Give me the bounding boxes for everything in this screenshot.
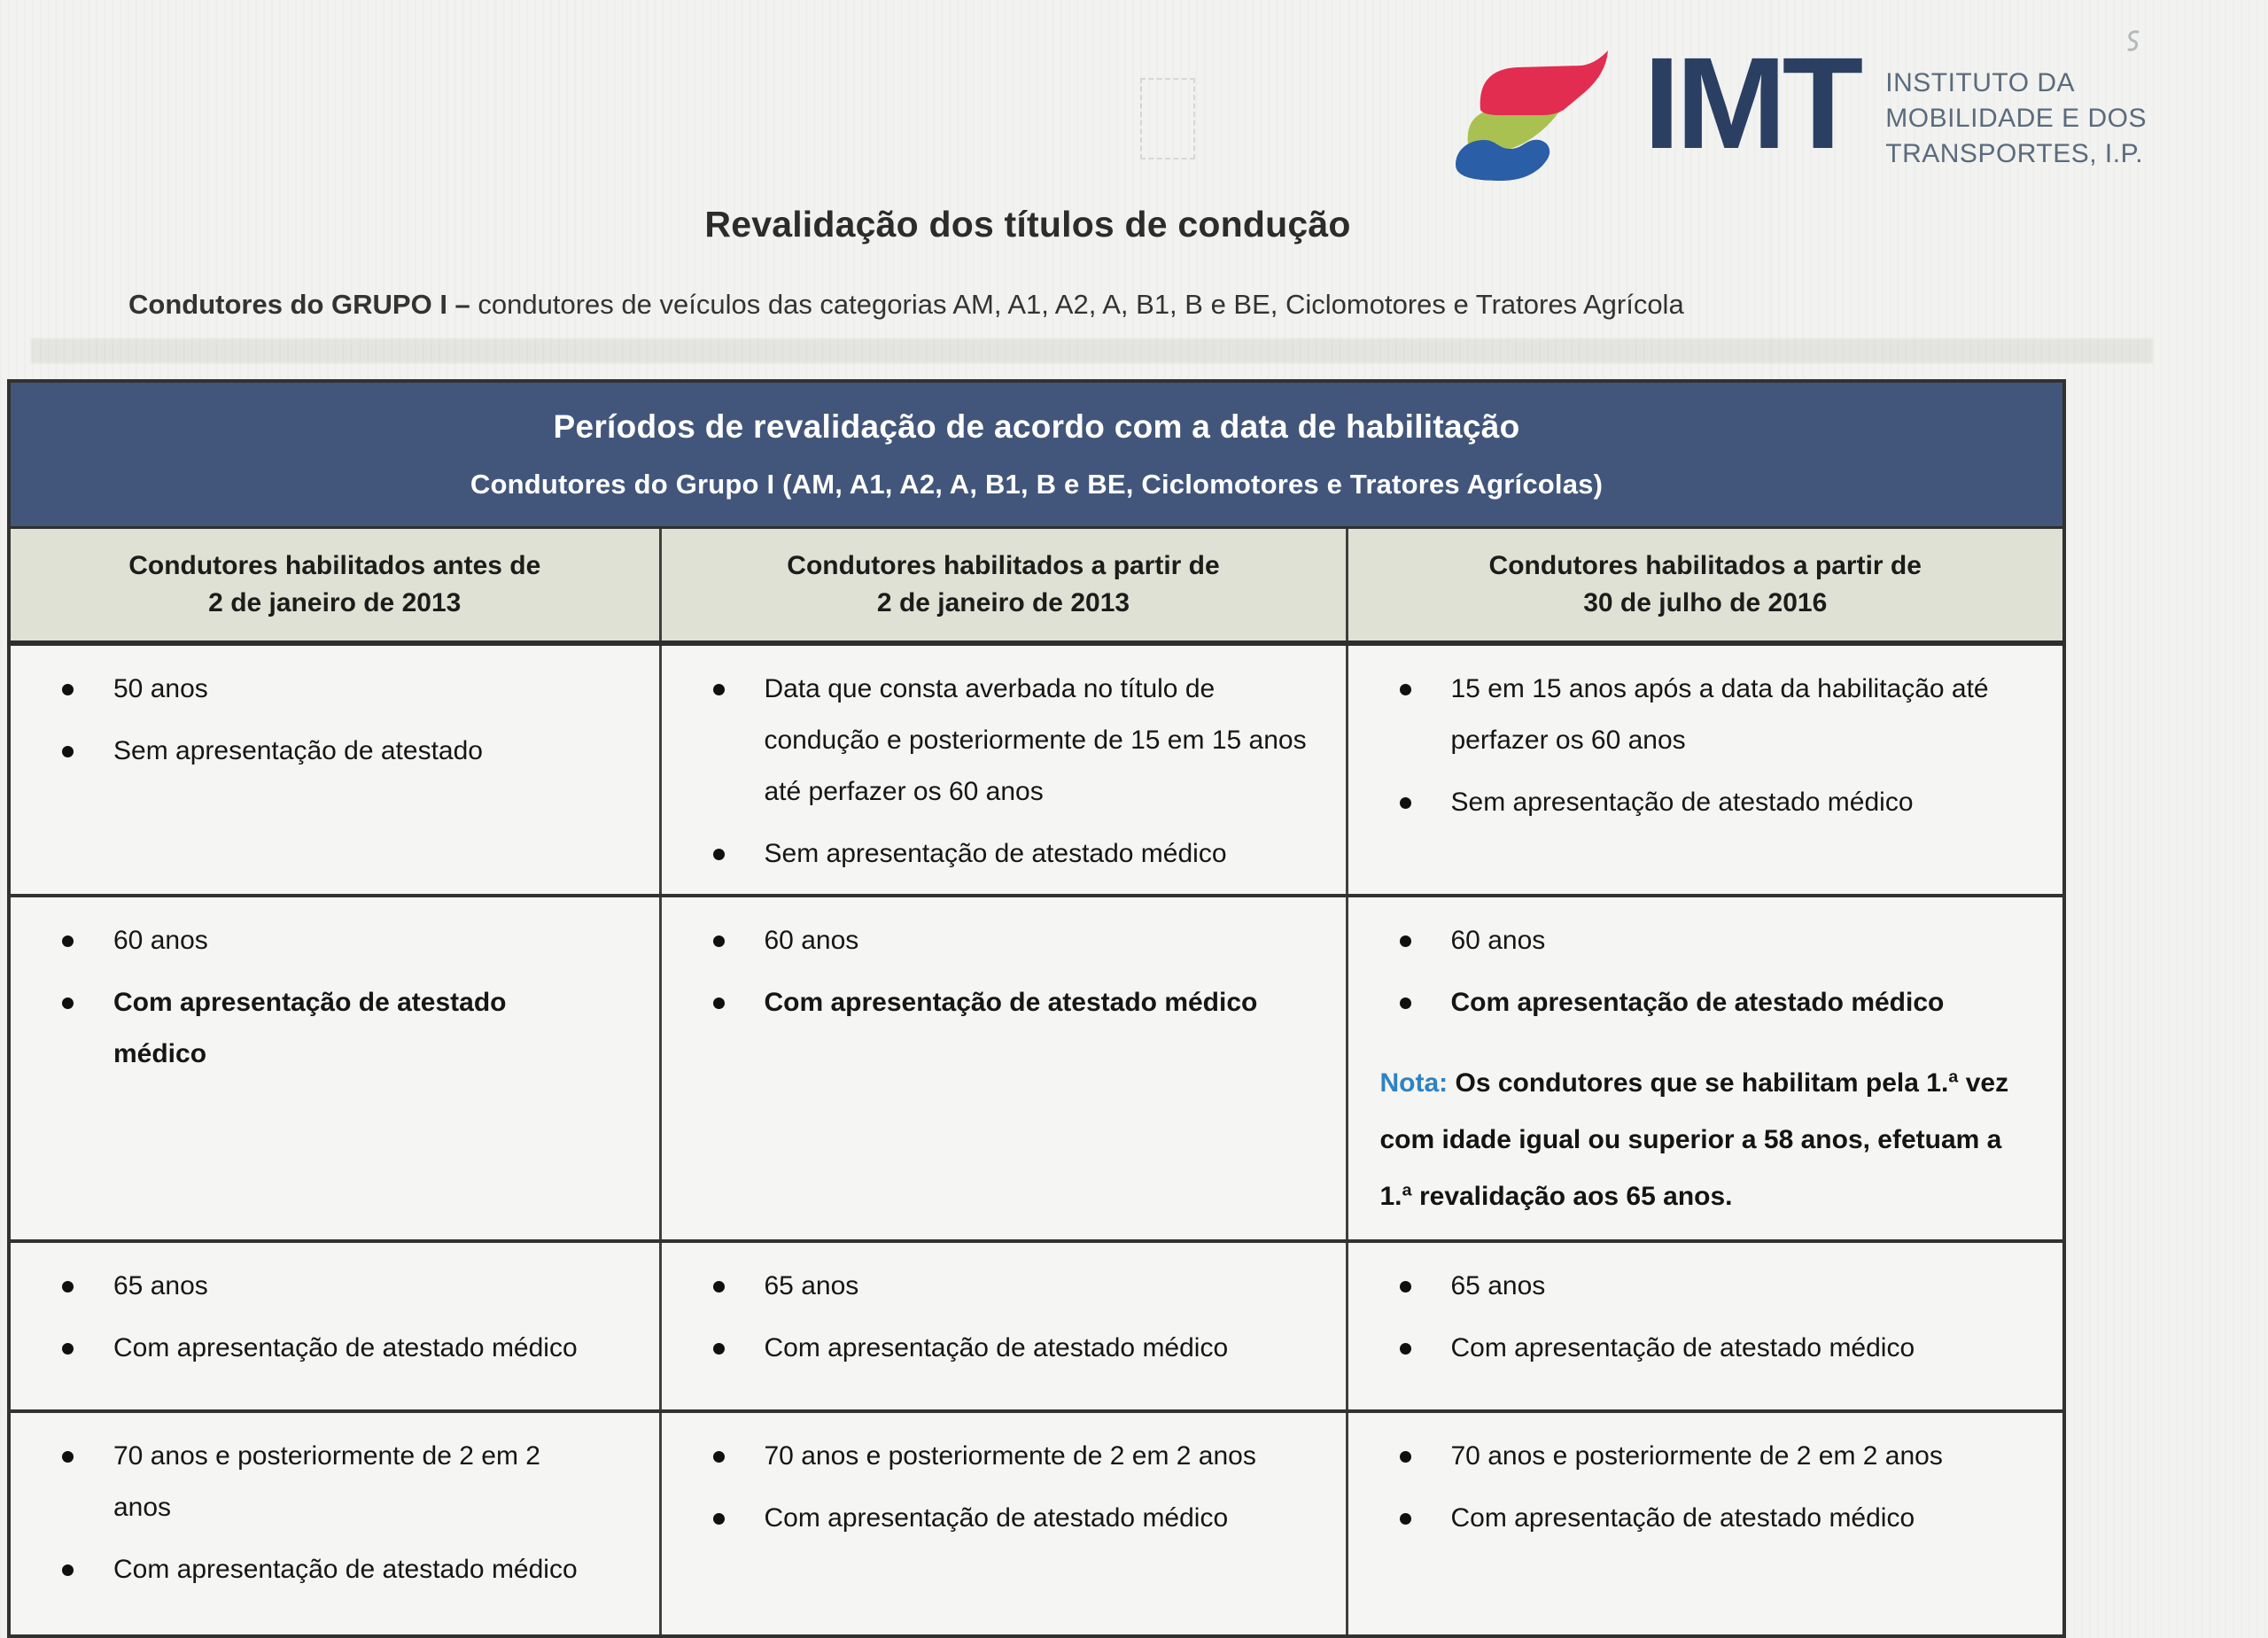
table-cell <box>1347 896 2064 1241</box>
pen-squiggle-mark <box>2122 28 2148 60</box>
bullet-list <box>1380 1431 2046 1544</box>
bullet-list <box>43 664 641 777</box>
bullet-item: 60 anos <box>694 915 1328 966</box>
column-header-text: 2 de janeiro de 2013 <box>876 588 1130 617</box>
column-header-text: Condutores habilitados a partir de <box>1488 551 1922 580</box>
bullet-item: Com apresentação de atestado médico <box>694 977 1328 1029</box>
bullet-list <box>694 915 1328 1029</box>
bullet-item: 70 anos e posteriormente de 2 em 2 anos <box>694 1431 1328 1482</box>
imt-org-name <box>1885 46 2147 172</box>
bullet-item: Com apresentação de atestado médico <box>1380 1493 2046 1544</box>
column-header-from-2013 <box>660 528 1347 644</box>
bullet-list <box>694 1261 1328 1374</box>
table-cell <box>660 1411 1347 1636</box>
bullet-item: 60 anos <box>1380 915 2046 966</box>
page-title: Revalidação dos títulos de condução <box>704 204 1351 245</box>
column-header-from-2016 <box>1347 528 2064 644</box>
column-header-text: 30 de julho de 2016 <box>1583 588 1828 617</box>
scan-smudge <box>31 338 2153 363</box>
table-cell <box>1347 1241 2064 1411</box>
column-header-row <box>9 528 2064 644</box>
table-cell <box>660 896 1347 1241</box>
bullet-item: 60 anos <box>43 915 641 966</box>
bullet-item: Com apresentação de atestado médico <box>1380 1323 2046 1374</box>
bullet-item: Data que consta averbada no título de condução e posteriormente de 15 em 15 anos até perfazer os 60 anos <box>694 664 1328 818</box>
page-subtitle <box>128 289 1684 321</box>
imt-waves-icon <box>1449 46 1638 190</box>
column-header-text: 2 de janeiro de 2013 <box>208 588 462 617</box>
column-header-text: Condutores habilitados antes de <box>128 551 541 580</box>
bullet-list <box>1380 915 2046 1029</box>
bullet-item: Sem apresentação de atestado médico <box>1380 777 2046 828</box>
bullet-item: Com apresentação de atestado médico <box>1380 977 2046 1029</box>
bullet-list <box>1380 1261 2046 1374</box>
imt-logo <box>1449 29 2147 190</box>
table-cell <box>9 643 660 896</box>
bullet-item: Sem apresentação de atestado médico <box>694 828 1328 880</box>
note-text: Os condutores que se habilitam pela 1.ª vez com idade igual ou superior a 58 anos, efetuam a 1.ª revalidação aos 65 anos. <box>1379 1068 2009 1211</box>
revalidation-periods-table <box>7 379 2066 1638</box>
note <box>1380 1055 2018 1225</box>
table-row-65-anos <box>9 1241 2064 1411</box>
column-header-before-2013 <box>9 528 660 644</box>
imt-acronym: IMT <box>1643 29 1860 176</box>
bullet-item: 65 anos <box>1380 1261 2046 1312</box>
table-banner <box>9 381 2064 528</box>
bullet-list <box>1380 664 2046 828</box>
subtitle-group-label: Condutores do GRUPO I – <box>128 289 470 320</box>
bullet-item: 70 anos e posteriormente de 2 em 2 anos <box>43 1431 596 1533</box>
bullet-item: 65 anos <box>694 1261 1328 1312</box>
table-cell <box>660 1241 1347 1411</box>
table-cell <box>9 1241 660 1411</box>
imt-org-line: TRANSPORTES, I.P. <box>1885 139 2144 168</box>
bullet-item: Com apresentação de atestado médico <box>694 1323 1328 1374</box>
table-cell <box>9 896 660 1241</box>
scan-artifact <box>1140 78 1195 159</box>
bullet-item: Com apresentação de atestado médico <box>43 1544 641 1595</box>
table-row-70-anos <box>9 1411 2064 1636</box>
table-row-60-anos <box>9 896 2064 1241</box>
imt-org-line: INSTITUTO DA <box>1885 68 2076 97</box>
bullet-item: Com apresentação de atestado médico <box>694 1493 1328 1544</box>
table-banner-row <box>9 381 2064 528</box>
bullet-list <box>694 664 1328 880</box>
table-row-50-anos <box>9 643 2064 896</box>
bullet-item: 15 em 15 anos após a data da habilitação até perfazer os 60 anos <box>1380 664 2046 766</box>
bullet-list <box>43 915 641 1080</box>
bullet-list <box>694 1431 1328 1544</box>
note-label: Nota: <box>1379 1068 1449 1098</box>
imt-org-line: MOBILIDADE E DOS <box>1885 104 2147 133</box>
bullet-item: 50 anos <box>43 664 641 715</box>
bullet-list <box>43 1431 641 1595</box>
bullet-item: 70 anos e posteriormente de 2 em 2 anos <box>1380 1431 2046 1482</box>
bullet-item: Sem apresentação de atestado <box>43 726 641 777</box>
subtitle-description: condutores de veículos das categorias AM, A1, A2, A, B1, B e BE, Ciclomotores e Tratores Agrícola <box>470 289 1684 320</box>
table-cell <box>1347 643 2064 896</box>
table-title: Períodos de revalidação de acordo com a data de habilitação <box>553 408 1520 445</box>
table-cell <box>1347 1411 2064 1636</box>
bullet-item: 65 anos <box>43 1261 641 1312</box>
column-header-text: Condutores habilitados a partir de <box>787 551 1220 580</box>
table-cell <box>660 643 1347 896</box>
bullet-item: Com apresentação de atestado médico <box>43 1323 641 1374</box>
bullet-list <box>43 1261 641 1374</box>
table-subtitle: Condutores do Grupo I (AM, A1, A2, A, B1, B e BE, Ciclomotores e Tratores Agrícolas) <box>470 469 1604 500</box>
bullet-item: Com apresentação de atestado médico <box>43 977 596 1080</box>
table-cell <box>9 1411 660 1636</box>
